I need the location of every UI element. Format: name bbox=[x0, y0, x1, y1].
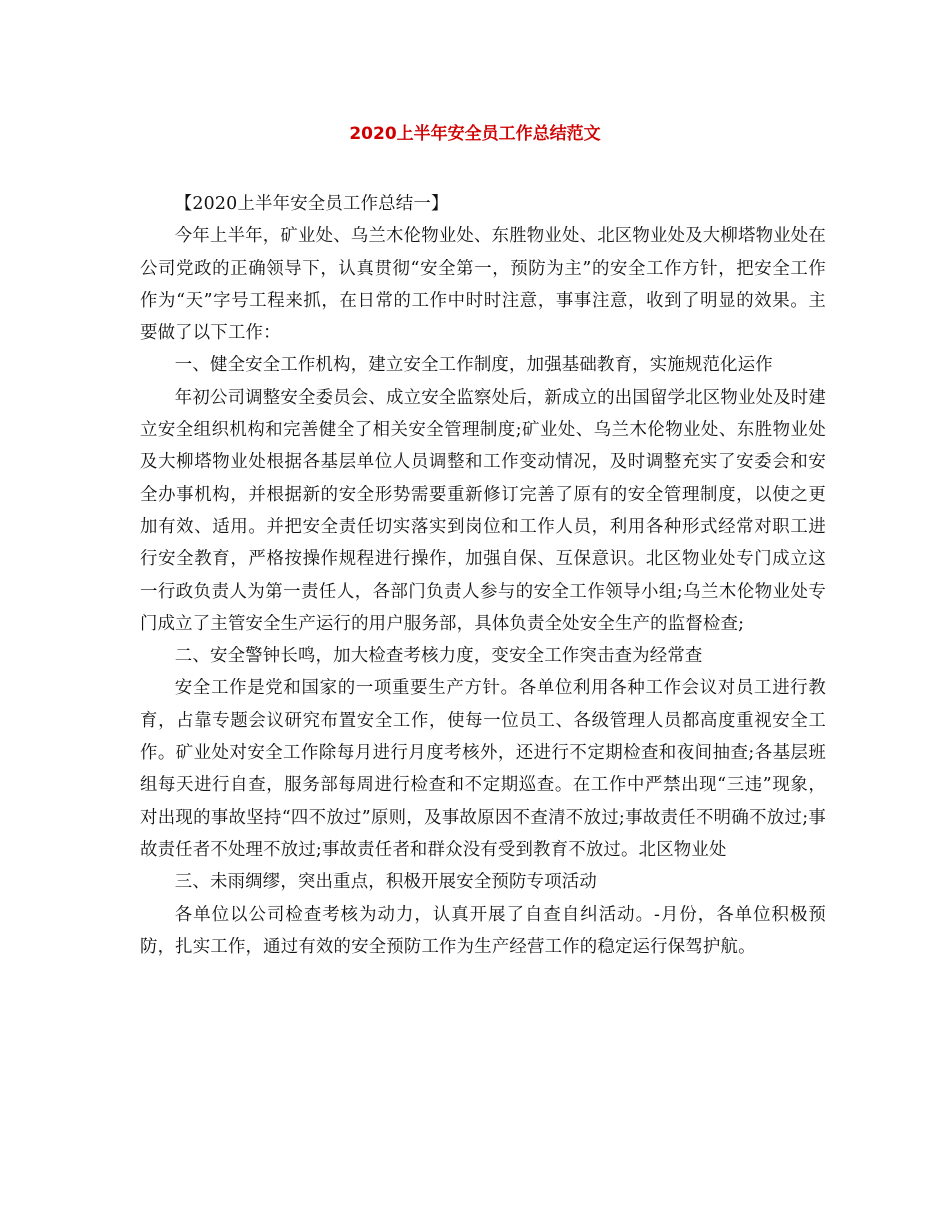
item-paragraph-1: 年初公司调整安全委员会、成立安全监察处后，新成立的出国留学北区物业处及时建立安全组织机构和完善健全了相关安全管理制度;矿业处、乌兰木伦物业处、东胜物业处及大柳塔物业处根据各基层单位人员调整和工作变动情况，及时调整充实了安委会和安全办事机构，并根据新的安全形势需要重新修订完善了原有的安全管理制度，以使之更加有效、适用。并把安全责任切实落实到岗位和工作人员，利用各种形式经常对职工进行安全教育，严格按操作规程进行操作，加强自保、互保意识。北区物业处专门成立这一行政负责人为第一责任人，各部门负责人参与的安全工作领导小组;乌兰木伦物业处专门成立了主管安全生产运行的用户服务部，具体负责全处安全生产的监督检查; bbox=[140, 387, 826, 634]
document-body bbox=[140, 188, 826, 963]
section-heading-one: 【2020上半年安全员工作总结一】 bbox=[174, 194, 449, 214]
item-heading-3: 三、未雨绸缪，突出重点，积极开展安全预防专项活动 bbox=[174, 872, 597, 893]
intro-paragraph: 今年上半年，矿业处、乌兰木伦物业处、东胜物业处、北区物业处及大柳塔物业处在公司党政的正确领导下，认真贯彻“安全第一，预防为主”的安全工作方针，把安全工作作为“天”字号工程来抓，在日常的工作中时时注意，事事注意，收到了明显的效果。主要做了以下工作： bbox=[140, 226, 826, 344]
item-paragraph-3: 各单位以公司检查考核为动力，认真开展了自查自纠活动。-月份，各单位积极预防，扎实工作，通过有效的安全预防工作为生产经营工作的稳定运行保驾护航。 bbox=[140, 904, 826, 957]
document-title: 2020上半年安全员工作总结范文 bbox=[349, 124, 601, 144]
item-heading-1: 一、健全安全工作机构，建立安全工作制度，加强基础教育，实施规范化运作 bbox=[174, 355, 773, 376]
item-heading-2: 二、安全警钟长鸣，加大检查考核力度，变安全工作突击查为经常查 bbox=[174, 646, 703, 667]
item-paragraph-2: 安全工作是党和国家的一项重要生产方针。各单位利用各种工作会议对员工进行教育，占靠专题会议研究布置安全工作，使每一位员工、各级管理人员都高度重视安全工作。矿业处对安全工作除每月进行月度考核外，还进行不定期检查和夜间抽查;各基层班组每天进行自查，服务部每周进行检查和不定期巡查。在工作中严禁出现“三违”现象，对出现的事故坚持“四不放过”原则，及事故原因不查清不放过;事故责任不明确不放过;事故责任者不处理不放过;事故责任者和群众没有受到教育不放过。北区物业处 bbox=[140, 678, 826, 860]
